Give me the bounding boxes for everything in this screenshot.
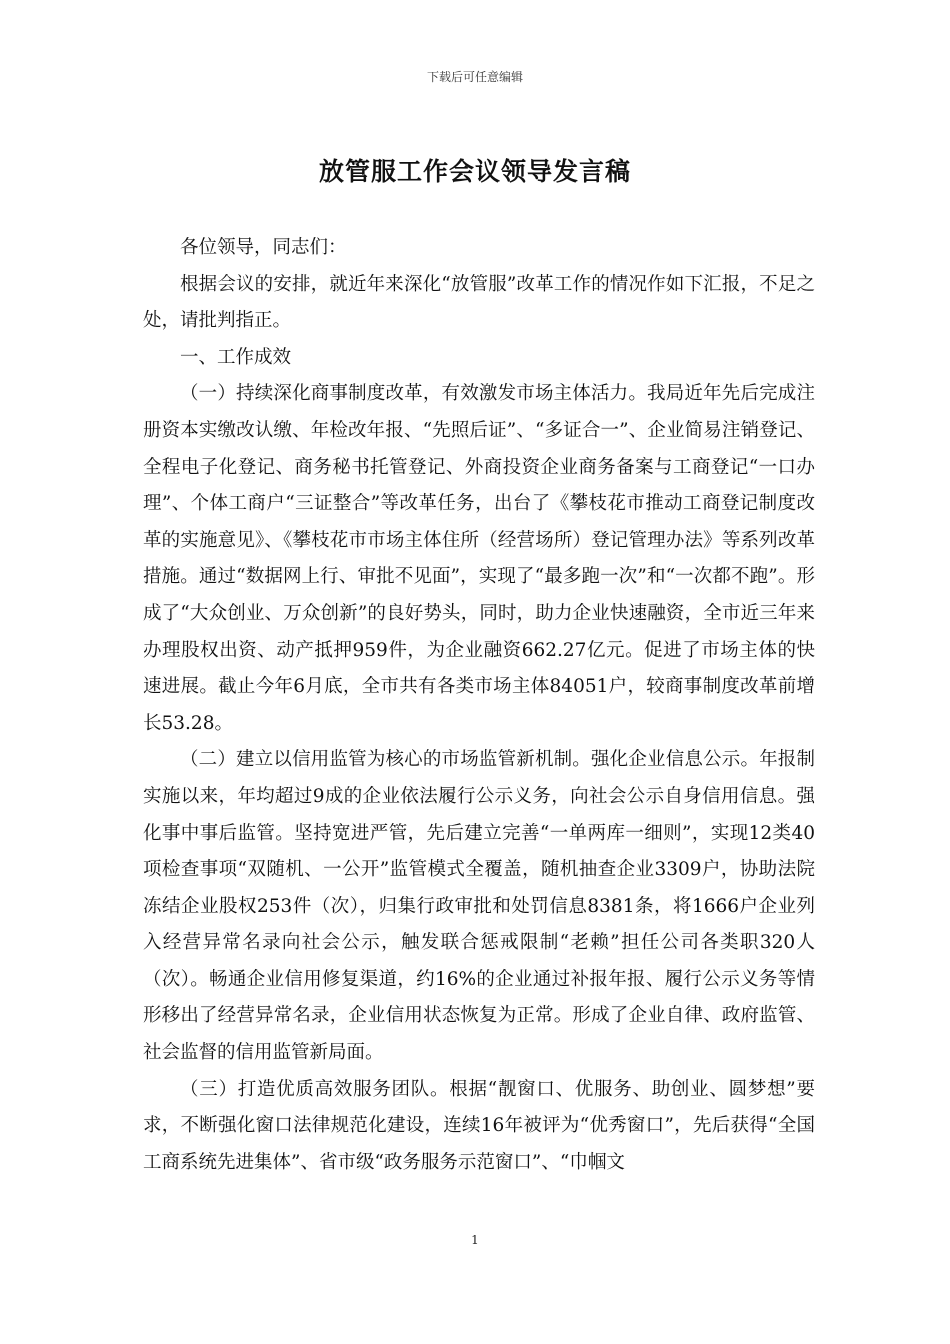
- section-heading: 一、工作成效: [180, 346, 292, 368]
- intro-paragraph: 根据会议的安排，就近年来深化“放管服”改革工作的情况作如下汇报，不足之处，请批判指正。: [143, 273, 815, 332]
- document-body: [143, 230, 815, 1181]
- document-title: 放管服工作会议领导发言稿: [318, 157, 631, 186]
- body-paragraph: （一）持续深化商事制度改革，有效激发市场主体活力。我局近年先后完成注册资本实缴改认缴、年检改年报、“先照后证”、“多证合一”、企业简易注销登记、全程电子化登记、商务秘书托管登记、外商投资企业商务备案与工商登记“一口办理”、个体工商户“三证整合”等改革任务，出台了《攀枝花市推动工商登记制度改革的实施意见》、《攀枝花市市场主体住所（经营场所）登记管理办法》等系列改革措施。通过“数据网上行、审批不见面”，实现了“最多跑一次”和“一次都不跑”。形成了“大众创业、万众创新”的良好势头，同时，助力企业快速融资，全市近三年来办理股权出资、动产抵押959件，为企业融资662.27亿元。促进了市场主体的快速进展。截止今年6月底，全市共有各类市场主体84051户，较商事制度改革前增长53.28。: [143, 383, 815, 734]
- body-paragraph: （三）打造优质高效服务团队。根据“靓窗口、优服务、助创业、圆梦想”要求，不断强化窗口法律规范化建设，连续16年被评为“优秀窗口”，先后获得“全国工商系统先进集体”、省市级“政务服务示范窗口”、“巾帼文: [143, 1078, 815, 1173]
- body-paragraph: （二）建立以信用监管为核心的市场监管新机制。强化企业信息公示。年报制实施以来，年均超过9成的企业依法履行公示义务，向社会公示自身信用信息。强化事中事后监管。坚持宽进严管，先后建立完善“一单两库一细则”，实现12类40项检查事项“双随机、一公开”监管模式全覆盖，随机抽查企业3309户，协助法院冻结企业股权253件（次），归集行政审批和处罚信息8381条，将1666户企业列入经营异常名录向社会公示，触发联合惩戒限制“老赖”担任公司各类职320人（次）。畅通企业信用修复渠道，约16%的企业通过补报年报、履行公示义务等情形移出了经营异常名录，企业信用状态恢复为正常。形成了企业自律、政府监管、社会监督的信用监管新局面。: [143, 749, 815, 1064]
- page-number: 1: [471, 1233, 479, 1247]
- salutation-paragraph: 各位领导，同志们：: [180, 237, 347, 258]
- page-header-note: 下载后可任意编辑: [426, 70, 523, 84]
